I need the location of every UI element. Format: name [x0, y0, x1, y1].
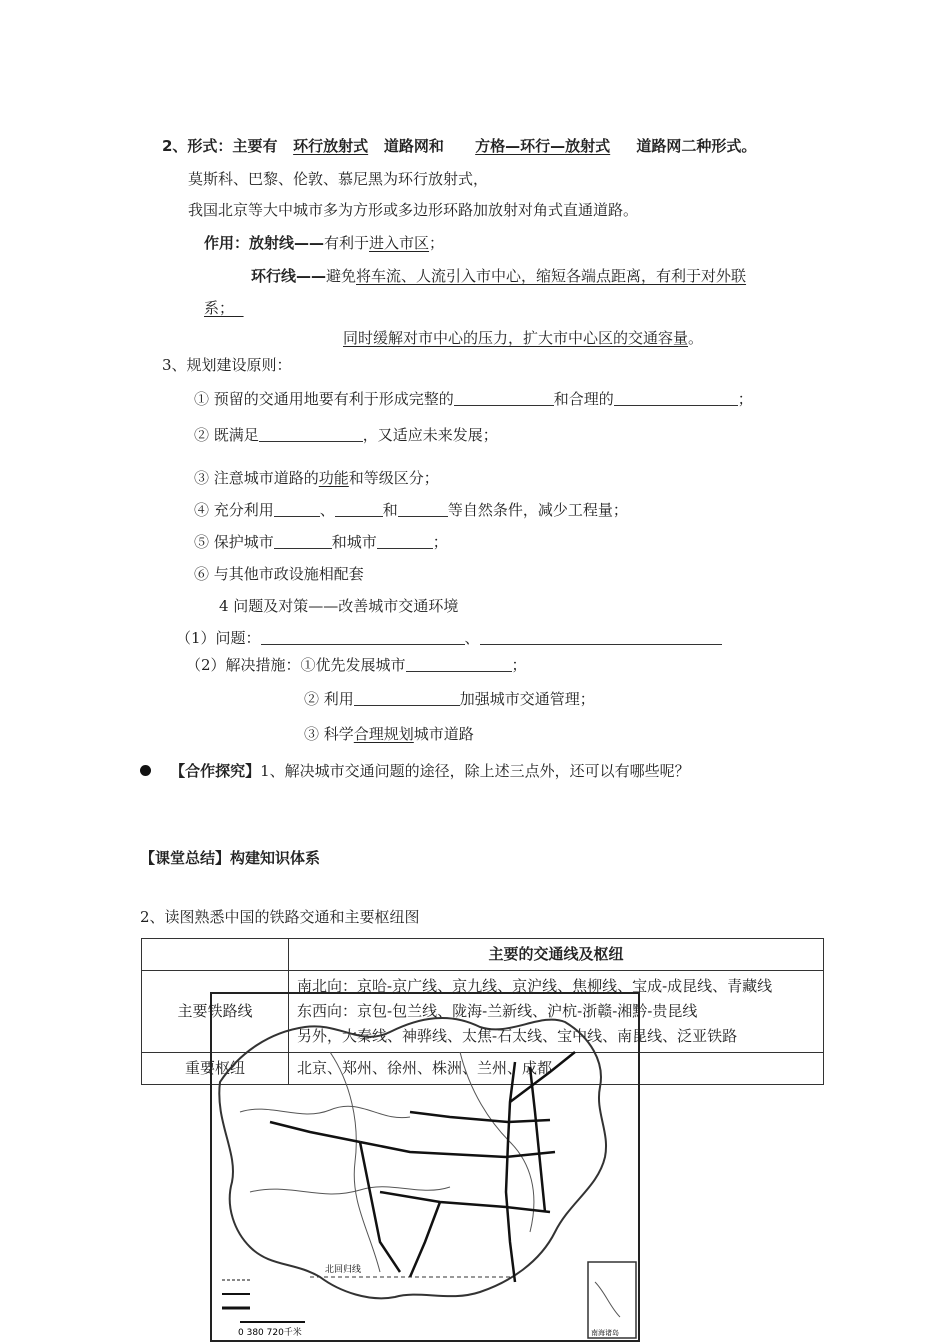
form-ring-radial: 环行放射式 [293, 137, 369, 155]
blank[interactable] [377, 534, 433, 549]
text-moscow: 莫斯科、巴黎、伦敦、慕尼黑为环行放射式， [188, 170, 489, 188]
south-sea-inset [588, 1262, 636, 1338]
blank[interactable] [614, 391, 738, 406]
other-lines: 另外，大秦线、神骅线、太焦-石太线、宝中线、南昆线、泛亚铁路 [297, 1027, 738, 1045]
principle-4: ④ 充分利用 、 和 等自然条件，减少工程量； [194, 501, 628, 519]
section-2-forms: 2、形式：主要有 环行放射式 道路网和 方格—环行—放射式 道路网二种形式。 [162, 137, 757, 155]
principle-2: ② 既满足 ，又适应未来发展； [194, 426, 498, 444]
section-4-title: 4 问题及对策——改善城市交通环境 [219, 597, 459, 615]
blank[interactable] [335, 502, 383, 517]
text-beijing: 我国北京等大中城市多为方形或多边形环路加放射对角式直通道路。 [188, 201, 639, 219]
principle-3: ③ 注意城市道路的功能和等级区分； [194, 469, 439, 487]
bullet-icon [140, 765, 151, 776]
table-header: 主要的交通线及枢纽 [289, 939, 824, 971]
tropic-label: 北回归线 [325, 1265, 362, 1275]
country-outline [219, 1018, 606, 1298]
effect-ring: 环行线——避免将车流、人流引入市中心，缩短各端点距离，有利于对外联 [251, 267, 747, 285]
blank[interactable] [274, 534, 332, 549]
china-railway-map [210, 992, 640, 1342]
class-summary: 【课堂总结】构建知识体系 [140, 849, 321, 867]
effect-radial: 作用：放射线——有利于进入市区； [204, 234, 445, 252]
blank[interactable] [354, 691, 460, 706]
coop-explore: 【合作探究】1、解决城市交通问题的途径，除上述三点外，还可以有哪些呢？ [140, 760, 690, 781]
scale-text: 0 380 720千米 [238, 1328, 302, 1338]
ns-lines: 南北向：京哈-京广线、京九线、京沪线、焦柳线、宝成-成昆线、青藏线 [297, 977, 773, 995]
row-label-hubs: 重要枢纽 [142, 1053, 289, 1085]
read-map-title: 2、读图熟悉中国的铁路交通和主要枢纽图 [140, 908, 420, 926]
ew-lines: 东西向：京包-包兰线、陇海-兰新线、沪杭-浙赣-湘黔-贵昆线 [297, 1002, 698, 1020]
blank[interactable] [259, 427, 363, 442]
form-grid-ring-radial: 方格—环行—放射式 [475, 137, 611, 155]
effect-relief: 同时缓解对市中心的压力，扩大市中心区的交通容量。 [343, 329, 704, 347]
hubs-cell: 北京、郑州、徐州、株洲、兰州、成都 [289, 1053, 824, 1085]
principle-1: ① 预留的交通用地要有利于形成完整的 和合理的 ； [194, 390, 753, 408]
problem-line: （1）问题： 、 [176, 627, 722, 648]
blank[interactable] [454, 391, 554, 406]
measure-3: ③ 科学合理规划城市道路 [304, 725, 474, 743]
measure-1: （2）解决措施：①优先发展城市 ； [186, 656, 527, 674]
blank[interactable] [398, 502, 448, 517]
measure-2: ② 利用 加强城市交通管理； [304, 690, 595, 708]
row-label-railways: 主要铁路线 [142, 971, 289, 1053]
principle-5: ⑤ 保护城市 和城市 ； [194, 533, 448, 551]
principle-6: ⑥ 与其他市政设施相配套 [194, 565, 364, 583]
blank[interactable] [274, 502, 320, 517]
inset-label: 南海诸岛 [591, 1329, 619, 1337]
section-3-title: 3、规划建设原则： [162, 356, 292, 374]
map-legend [222, 1280, 250, 1308]
blank[interactable] [480, 630, 722, 645]
blank[interactable] [406, 657, 512, 672]
effect-ring-cont: 系； [204, 299, 235, 317]
blank[interactable] [261, 630, 465, 645]
railway-lines [270, 1052, 575, 1282]
